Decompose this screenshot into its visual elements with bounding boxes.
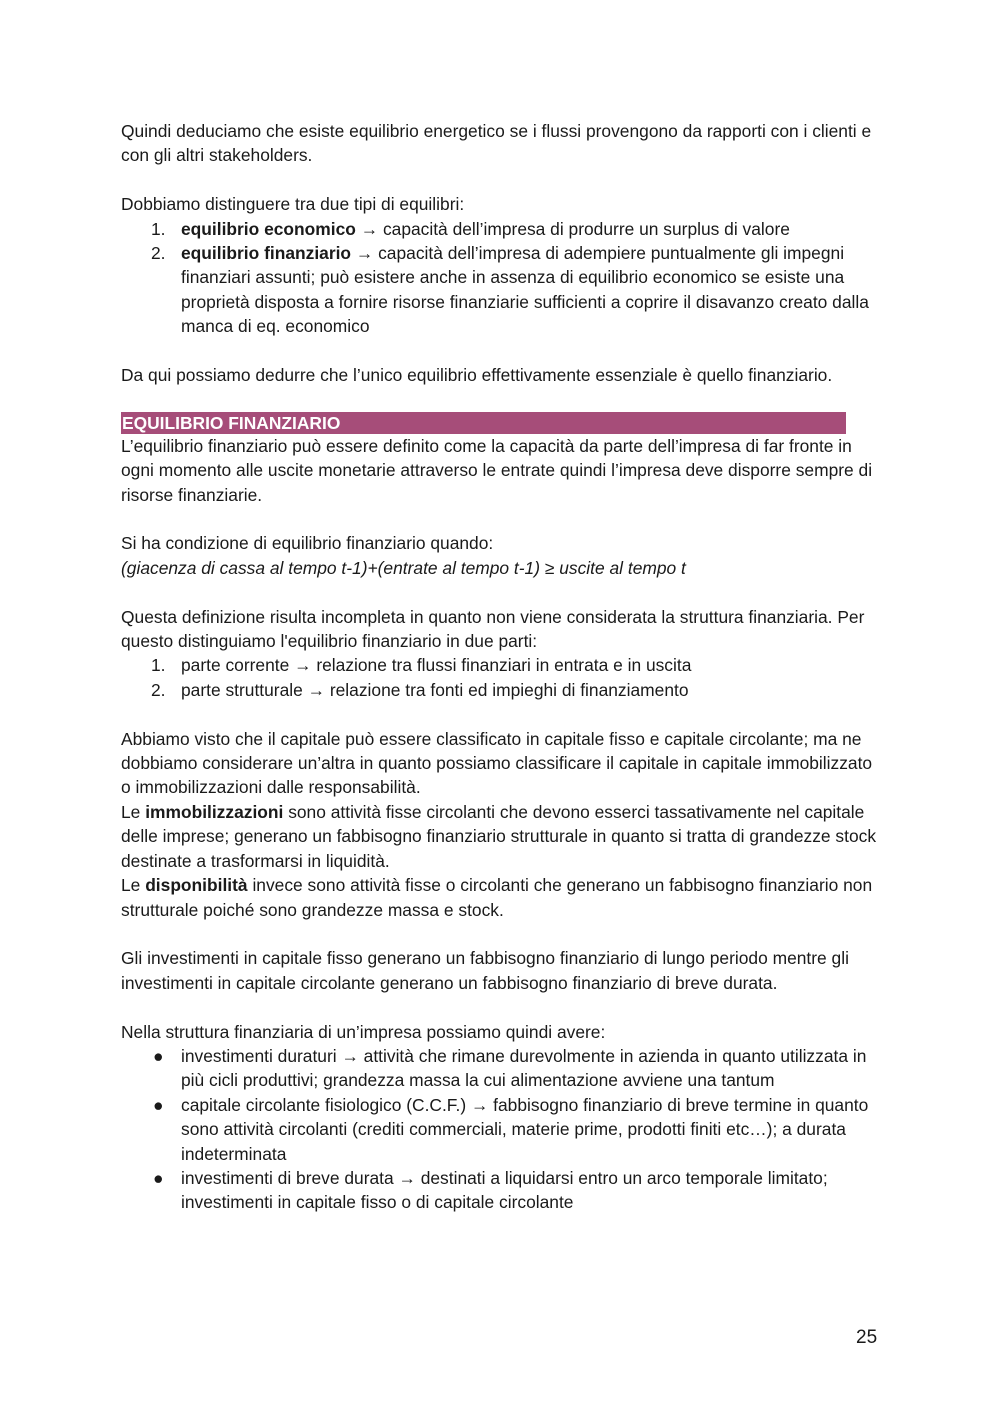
- structure-list: [121, 1044, 883, 1215]
- list-text: → capacità dell’impresa di adempiere puntualmente gli impegni finanziari assunti; può esistere anche in assenza di equilibrio economico se esiste una proprietà disposta a fornire risorse finanziarie sufficienti a coprire il disavanzo creato dalla manca di eq. economico: [181, 243, 869, 337]
- list-item: [121, 241, 883, 339]
- list-text: parte strutturale → relazione tra fonti ed impieghi di finanziamento: [181, 679, 689, 700]
- list-number: 1.: [151, 655, 166, 676]
- formula: (giacenza di cassa al tempo t-1)+(entrate al tempo t-1) ≥ uscite al tempo t: [121, 557, 686, 578]
- list-item: [121, 1166, 883, 1215]
- list-number: 1.: [151, 218, 166, 239]
- bullet-icon: ●: [153, 1094, 164, 1115]
- paragraph-structure: Nella struttura finanziaria di un’impresa possiamo quindi avere:: [121, 1021, 606, 1042]
- list-term: equilibrio finanziario: [181, 243, 352, 264]
- paragraph-immobilizzazioni: Le immobilizzazioni sono attività fisse circolanti che devono esserci tassativamente nel capitale delle imprese; generano un fabbisogno finanziario strutturale in quanto si tratta di grandezze stock destinate a trasformarsi in liquidità.: [121, 801, 877, 871]
- document-body: [121, 119, 883, 1215]
- list-text: → capacità dell’impresa di produrre un surplus di valore: [355, 218, 790, 239]
- bullet-icon: ●: [153, 1045, 164, 1066]
- list-item: [121, 217, 883, 241]
- paragraph-disponibilita: Le disponibilità invece sono attività fisse o circolanti che generano un fabbisogno finanziario non strutturale poiché sono grandezze massa e stock.: [121, 875, 873, 920]
- paragraph-incomplete: Questa definizione risulta incompleta in quanto non viene considerata la struttura finanziaria. Per questo distinguiamo l'equilibrio finanziario in due parti:: [121, 606, 865, 652]
- list-number: 2.: [151, 679, 166, 700]
- list-text: investimenti duraturi → attività che rimane durevolmente in azienda in quanto utilizzata in più cicli produttivi; grandezza massa la cui alimentazione avviene una tantum: [181, 1045, 867, 1091]
- list-text: parte corrente → relazione tra flussi finanziari in entrata e in uscita: [181, 655, 692, 676]
- paragraph-condition: Si ha condizione di equilibrio finanziario quando:: [121, 533, 494, 554]
- bullet-icon: ●: [153, 1167, 164, 1188]
- page-number: 25: [856, 1327, 878, 1348]
- parts-list: [121, 653, 883, 702]
- list-item: [121, 678, 883, 702]
- term-immobilizzazioni: immobilizzazioni: [145, 801, 284, 822]
- equilibria-list: [121, 217, 883, 339]
- term-disponibilita: disponibilità: [145, 875, 248, 896]
- paragraph-intro: Quindi deduciamo che esiste equilibrio energetico se i flussi provengono da rapporti con i clienti e con gli altri stakeholders.: [121, 121, 872, 166]
- list-number: 2.: [151, 243, 166, 264]
- list-item: [121, 1093, 883, 1166]
- list-item: [121, 1044, 883, 1093]
- paragraph-capital: Abbiamo visto che il capitale può essere classificato in capitale fisso e capitale circolante; ma ne dobbiamo considerare un’altra in quanto possiamo classificare il capitale in capitale immobilizzato o immobilizzazioni dalle responsabilità.: [121, 728, 873, 798]
- section-heading: EQUILIBRIO FINANZIARIO: [121, 412, 846, 434]
- list-text: investimenti di breve durata → destinati a liquidarsi entro un arco temporale limitato; investimenti in capitale fisso o di capitale circolante: [181, 1167, 828, 1213]
- list-text: capitale circolante fisiologico (C.C.F.) → fabbisogno finanziario di breve termine in quanto sono attività circolanti (crediti commerciali, materie prime, prodotti finiti etc…); a durata indeterminata: [181, 1094, 869, 1164]
- list-term: equilibrio economico: [181, 218, 356, 239]
- paragraph-types: Dobbiamo distinguere tra due tipi di equilibri:: [121, 194, 465, 215]
- paragraph-definition: L’equilibrio finanziario può essere definito come la capacità da parte dell’impresa di far fronte in ogni momento alle uscite monetarie attraverso le entrate quindi l’impresa deve disporre sempre di risorse finanziarie.: [121, 435, 873, 505]
- paragraph-conclusion: Da qui possiamo dedurre che l’unico equilibrio effettivamente essenziale è quello finanziario.: [121, 365, 833, 386]
- paragraph-investments: Gli investimenti in capitale fisso generano un fabbisogno finanziario di lungo periodo mentre gli investimenti in capitale circolante generano un fabbisogno finanziario di breve durata.: [121, 948, 849, 993]
- list-item: [121, 653, 883, 677]
